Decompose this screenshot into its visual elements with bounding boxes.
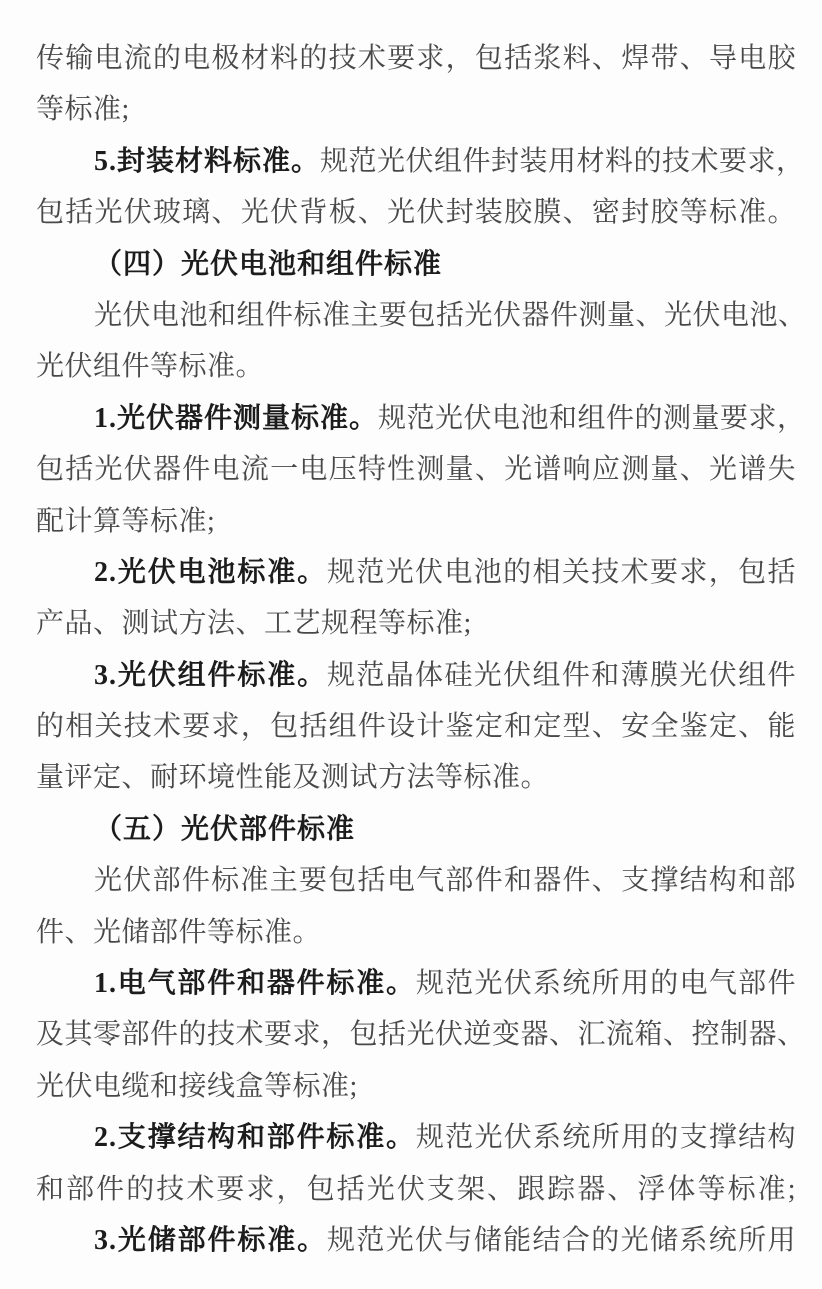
- paragraph-lead: 1.电气部件和器件标准。: [94, 968, 416, 1000]
- line-text: 包括光伏器件电流一电压特性测量、光谱响应测量、光谱失: [36, 454, 796, 486]
- paragraph-lead: 2.光伏电池标准。: [94, 556, 327, 588]
- line-text: 规范光伏与储能结合的光储系统所用: [326, 1224, 796, 1256]
- text-line: [36, 598, 796, 649]
- text-line: [36, 33, 796, 84]
- line-text: 光伏电缆和接线盒等标准;: [36, 1070, 358, 1102]
- line-text: 配计算等标准;: [36, 505, 216, 537]
- text-line: [36, 136, 805, 187]
- line-text: 包括光伏玻璃、光伏背板、光伏封装胶膜、密封胶等标准。: [36, 197, 796, 229]
- line-text: 传输电流的电极材料的技术要求，包括浆料、焊带、导电胶: [36, 43, 796, 74]
- line-text: 光伏部件标准主要包括电气部件和器件、支撑结构和部: [94, 865, 796, 897]
- paragraph-lead: 3.光储部件标准。: [94, 1224, 327, 1256]
- line-text: 规范光伏电池和组件的测量要求，: [378, 402, 806, 434]
- line-text: 及其零部件的技术要求，包括光伏逆变器、汇流箱、控制器、: [36, 1019, 806, 1051]
- line-text: 规范晶体硅光伏组件和薄膜光伏组件: [326, 659, 796, 691]
- line-text: 规范光伏系统所用的电气部件: [415, 968, 796, 1000]
- text-line: [36, 84, 796, 135]
- text-line: [36, 1009, 806, 1060]
- text-line: [36, 547, 796, 598]
- paragraph-lead: 3.光伏组件标准。: [94, 659, 327, 691]
- line-text: 光伏电池和组件标准主要包括光伏器件测量、光伏电池、: [94, 299, 807, 331]
- line-text: 等标准;: [36, 94, 130, 126]
- document-body: [36, 33, 807, 1266]
- text-line: [36, 290, 807, 341]
- text-line: [36, 701, 796, 752]
- paragraph-lead: （五）光伏部件标准: [94, 813, 356, 845]
- line-text: 光伏组件等标准。: [36, 351, 265, 383]
- text-line: [36, 444, 796, 495]
- text-line: [36, 907, 796, 958]
- text-line: [36, 650, 796, 701]
- paragraph-lead: （四）光伏电池和组件标准: [94, 248, 443, 280]
- text-line: [36, 1112, 796, 1163]
- text-line: [36, 958, 796, 1009]
- text-line: [36, 393, 806, 444]
- text-line: [36, 1061, 796, 1112]
- text-line: [36, 341, 796, 392]
- text-line: [36, 1164, 796, 1215]
- line-text: 量评定、耐环境性能及测试方法等标准。: [36, 762, 550, 794]
- text-line: [36, 752, 796, 803]
- text-line: [36, 855, 796, 906]
- paragraph-lead: 2.支撑结构和部件标准。: [94, 1122, 416, 1154]
- paragraph-lead: 1.光伏器件测量标准。: [94, 402, 379, 434]
- section-heading: [36, 804, 796, 855]
- line-text: 产品、测试方法、工艺规程等标准;: [36, 608, 472, 640]
- line-text: 件、光储部件等标准。: [36, 916, 322, 948]
- text-line: [36, 496, 796, 547]
- line-text: 规范光伏组件封装用材料的技术要求，: [320, 145, 805, 177]
- paragraph-lead: 5.封装材料标准。: [94, 145, 321, 177]
- section-heading: [36, 239, 796, 290]
- line-text: 规范光伏系统所用的支撑结构: [415, 1122, 796, 1154]
- line-text: 规范光伏电池的相关技术要求，包括: [326, 556, 796, 588]
- line-text: 的相关技术要求，包括组件设计鉴定和定型、安全鉴定、能: [36, 711, 796, 743]
- line-text: 和部件的技术要求，包括光伏支架、跟踪器、浮体等标准;: [36, 1173, 796, 1205]
- text-line: [36, 1215, 796, 1266]
- text-line: [36, 187, 796, 238]
